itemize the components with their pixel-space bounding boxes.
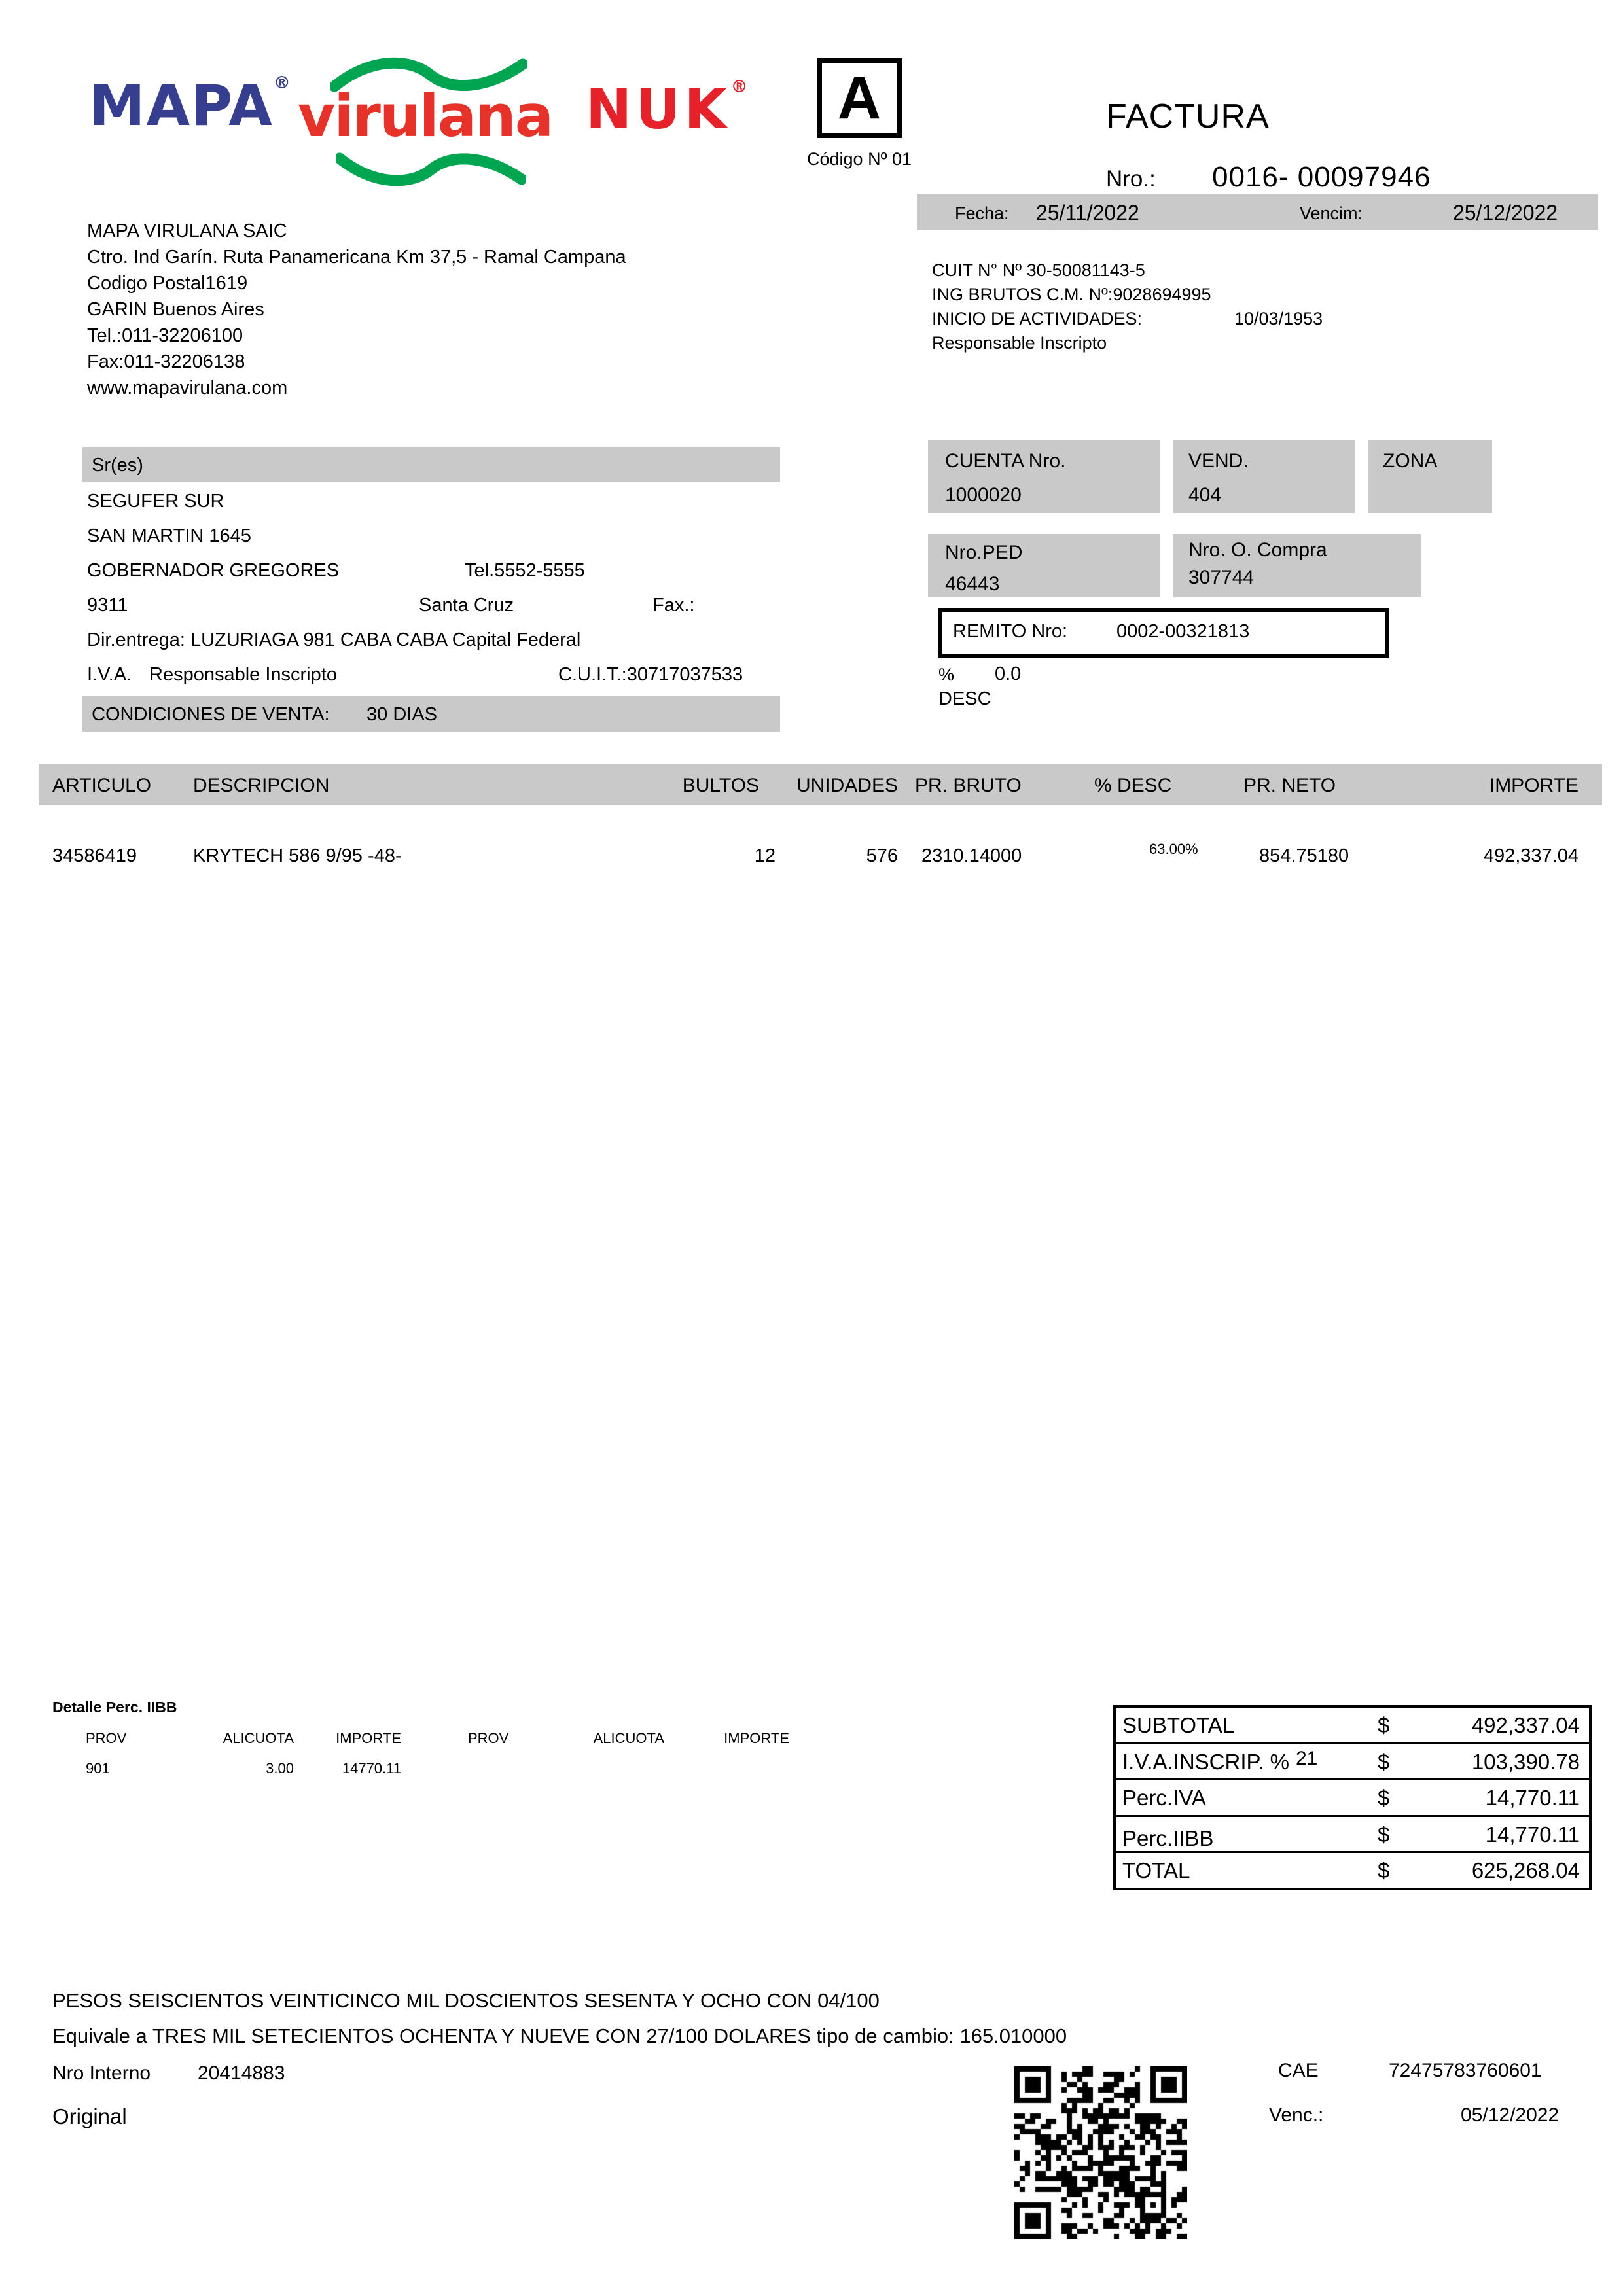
seller-ing-brutos: ING BRUTOS C.M. Nº:9028694995 <box>932 285 1211 304</box>
buyer-salutation-bar <box>82 447 780 482</box>
seller-website: www.mapavirulana.com <box>87 378 288 398</box>
invoice-letter-box <box>817 58 902 138</box>
iibb-header-importe1: IMPORTE <box>336 1730 401 1746</box>
items-header-importe: IMPORTE <box>1489 775 1578 796</box>
copy-type: Original <box>52 2104 127 2128</box>
buyer-iva-status: Responsable Inscripto <box>149 664 337 685</box>
cae-value: 72475783760601 <box>1389 2060 1542 2081</box>
virulana-logo-text: virulana <box>298 82 553 150</box>
buyer-name: SEGUFER SUR <box>87 491 224 512</box>
seller-postal: Codigo Postal1619 <box>87 273 248 294</box>
nuk-logo-text: NUK <box>586 77 731 141</box>
iibb-title: Detalle Perc. IIBB <box>52 1699 177 1716</box>
item-articulo: 34586419 <box>52 845 137 866</box>
discount-label: DESC <box>938 688 991 709</box>
nuk-logo <box>586 77 752 141</box>
seller-address: Ctro. Ind Garín. Ruta Panamericana Km 37,5 - Ramal Campana <box>87 247 626 268</box>
due-label: Vencim: <box>1300 203 1363 223</box>
account-box <box>928 440 1160 513</box>
totals-row-perc-iibb <box>1116 1815 1589 1852</box>
totals-row-subtotal <box>1116 1708 1589 1742</box>
item-descripcion: KRYTECH 586 9/95 -48- <box>193 845 402 866</box>
iibb-importe-value: 14770.11 <box>342 1760 401 1776</box>
totals-row-iva <box>1116 1742 1589 1779</box>
item-pr-neto: 854.75180 <box>1259 845 1349 866</box>
seller-activity-start-label: INICIO DE ACTIVIDADES: <box>932 309 1143 328</box>
buyer-salutation: Sr(es) <box>92 455 143 476</box>
seller-activity-start-date: 10/03/1953 <box>1234 309 1323 328</box>
iva-rate: 21 <box>1295 1747 1318 1769</box>
subtotal-label: SUBTOTAL <box>1122 1713 1235 1737</box>
date-label: Fecha: <box>955 203 1009 223</box>
buyer-iva-label: I.V.A. <box>87 664 132 685</box>
items-header-unidades: UNIDADES <box>796 775 898 796</box>
order-number-label: Nro.PED <box>945 542 1023 563</box>
totals-row-total <box>1116 1851 1589 1888</box>
seller-fax: Fax:011-32206138 <box>87 351 245 372</box>
due-value: 25/12/2022 <box>1453 201 1558 224</box>
date-value: 25/11/2022 <box>1036 201 1139 224</box>
mapa-registered-icon: ® <box>273 73 292 93</box>
invoice-number-label: Nro.: <box>1106 166 1156 192</box>
remito-box <box>938 608 1389 658</box>
iibb-header-importe2: IMPORTE <box>724 1730 789 1746</box>
buyer-zip: 9311 <box>87 595 128 616</box>
purchase-order-box <box>1173 534 1421 597</box>
vendor-box <box>1173 440 1355 513</box>
perc-iibb-label: Perc.IIBB <box>1122 1826 1214 1850</box>
item-importe: 492,337.04 <box>1483 845 1578 866</box>
invoice-letter-code: Código Nº 01 <box>807 149 912 169</box>
internal-number-label: Nro Interno <box>52 2062 151 2084</box>
items-header-articulo: ARTICULO <box>52 775 152 796</box>
iibb-header-alicuota2: ALICUOTA <box>593 1730 664 1746</box>
items-header-pr-neto: PR. NETO <box>1243 775 1336 796</box>
internal-number-value: 20414883 <box>198 2062 285 2084</box>
iva-currency: $ <box>1378 1749 1390 1774</box>
totals-box <box>1113 1705 1592 1890</box>
subtotal-currency: $ <box>1378 1713 1390 1737</box>
document-title: FACTURA <box>1106 97 1270 135</box>
buyer-province: Santa Cruz <box>419 595 514 616</box>
zone-box <box>1368 440 1492 513</box>
cae-due-label: Venc.: <box>1269 2104 1324 2126</box>
remito-value: 0002-00321813 <box>1116 621 1250 642</box>
seller-tel: Tel.:011-32206100 <box>87 325 243 346</box>
perc-iva-currency: $ <box>1378 1786 1390 1810</box>
sale-terms-label: CONDICIONES DE VENTA: <box>92 704 330 725</box>
perc-iibb-currency: $ <box>1378 1822 1390 1846</box>
item-unidades: 576 <box>866 845 898 866</box>
iibb-header-prov1: PROV <box>86 1730 127 1746</box>
mapa-logo-text: MAPA <box>89 73 274 139</box>
buyer-cuit: C.U.I.T.:30717037533 <box>558 664 743 685</box>
virulana-bottom-wave-icon <box>336 149 526 188</box>
iibb-header-prov2: PROV <box>468 1730 509 1746</box>
seller-name: MAPA VIRULANA SAIC <box>87 221 287 241</box>
total-label: TOTAL <box>1122 1858 1190 1883</box>
order-number-value: 46443 <box>945 573 1000 595</box>
virulana-logo <box>298 51 560 182</box>
cae-due-value: 05/12/2022 <box>1461 2104 1560 2126</box>
vendor-label: VEND. <box>1188 450 1249 472</box>
discount-percent-sign: % <box>938 665 955 684</box>
iva-value: 103,390.78 <box>1471 1749 1580 1774</box>
iva-label-text: I.V.A.INSCRIP. % <box>1122 1749 1289 1774</box>
qr-code <box>1014 2066 1187 2239</box>
item-bultos: 12 <box>754 845 776 866</box>
iibb-alicuota-value: 3.00 <box>266 1760 294 1776</box>
buyer-delivery-address: Dir.entrega: LUZURIAGA 981 CABA CABA Capital Federal <box>87 629 581 650</box>
seller-city: GARIN Buenos Aires <box>87 299 264 320</box>
items-header-pr-bruto: PR. BRUTO <box>915 775 1022 796</box>
amount-in-words: PESOS SEISCIENTOS VEINTICINCO MIL DOSCIENTOS SESENTA Y OCHO CON 04/100 <box>52 1989 880 2012</box>
items-header-desc: % DESC <box>1094 775 1172 796</box>
buyer-street: SAN MARTIN 1645 <box>87 525 251 546</box>
account-label: CUENTA Nro. <box>945 450 1066 472</box>
usd-equivalent: Equivale a TRES MIL SETECIENTOS OCHENTA Y NUEVE CON 27/100 DOLARES tipo de cambio: 165.010000 <box>52 2024 1067 2047</box>
account-value: 1000020 <box>945 484 1022 506</box>
item-pr-bruto: 2310.14000 <box>921 845 1022 866</box>
seller-cuit: CUIT N° Nº 30-50081143-5 <box>932 260 1145 280</box>
items-header-bultos: BULTOS <box>682 775 759 796</box>
nuk-registered-icon: ® <box>730 77 752 97</box>
zone-label: ZONA <box>1383 450 1438 472</box>
iibb-header-alicuota1: ALICUOTA <box>223 1730 294 1746</box>
mapa-logo <box>89 73 292 139</box>
cae-label: CAE <box>1278 2060 1319 2081</box>
subtotal-value: 492,337.04 <box>1471 1713 1580 1737</box>
perc-iva-label: Perc.IVA <box>1122 1786 1206 1810</box>
sale-terms-value: 30 DIAS <box>366 704 437 725</box>
buyer-fax-label: Fax.: <box>652 595 695 616</box>
total-currency: $ <box>1378 1858 1390 1883</box>
purchase-order-label: Nro. O. Compra <box>1188 539 1327 561</box>
total-value: 625,268.04 <box>1471 1858 1580 1883</box>
buyer-tel: Tel.5552-5555 <box>465 560 585 581</box>
remito-label: REMITO Nro: <box>953 621 1068 642</box>
purchase-order-value: 307744 <box>1188 567 1255 588</box>
iibb-prov-value: 901 <box>86 1760 110 1776</box>
order-number-box <box>928 534 1160 597</box>
perc-iva-value: 14,770.11 <box>1485 1786 1580 1810</box>
iva-label <box>1122 1747 1318 1775</box>
item-desc-pct: 63.00% <box>1149 841 1198 857</box>
discount-percent-value: 0.0 <box>995 663 1022 684</box>
items-header-descripcion: DESCRIPCION <box>193 775 330 796</box>
buyer-city: GOBERNADOR GREGORES <box>87 560 340 581</box>
seller-tax-status: Responsable Inscripto <box>932 333 1107 353</box>
vendor-value: 404 <box>1188 484 1222 506</box>
invoice-letter: A <box>837 65 882 132</box>
perc-iibb-value: 14,770.11 <box>1485 1822 1580 1846</box>
invoice-number-value: 0016- 00097946 <box>1212 161 1431 193</box>
totals-row-perc-iva <box>1116 1778 1589 1815</box>
